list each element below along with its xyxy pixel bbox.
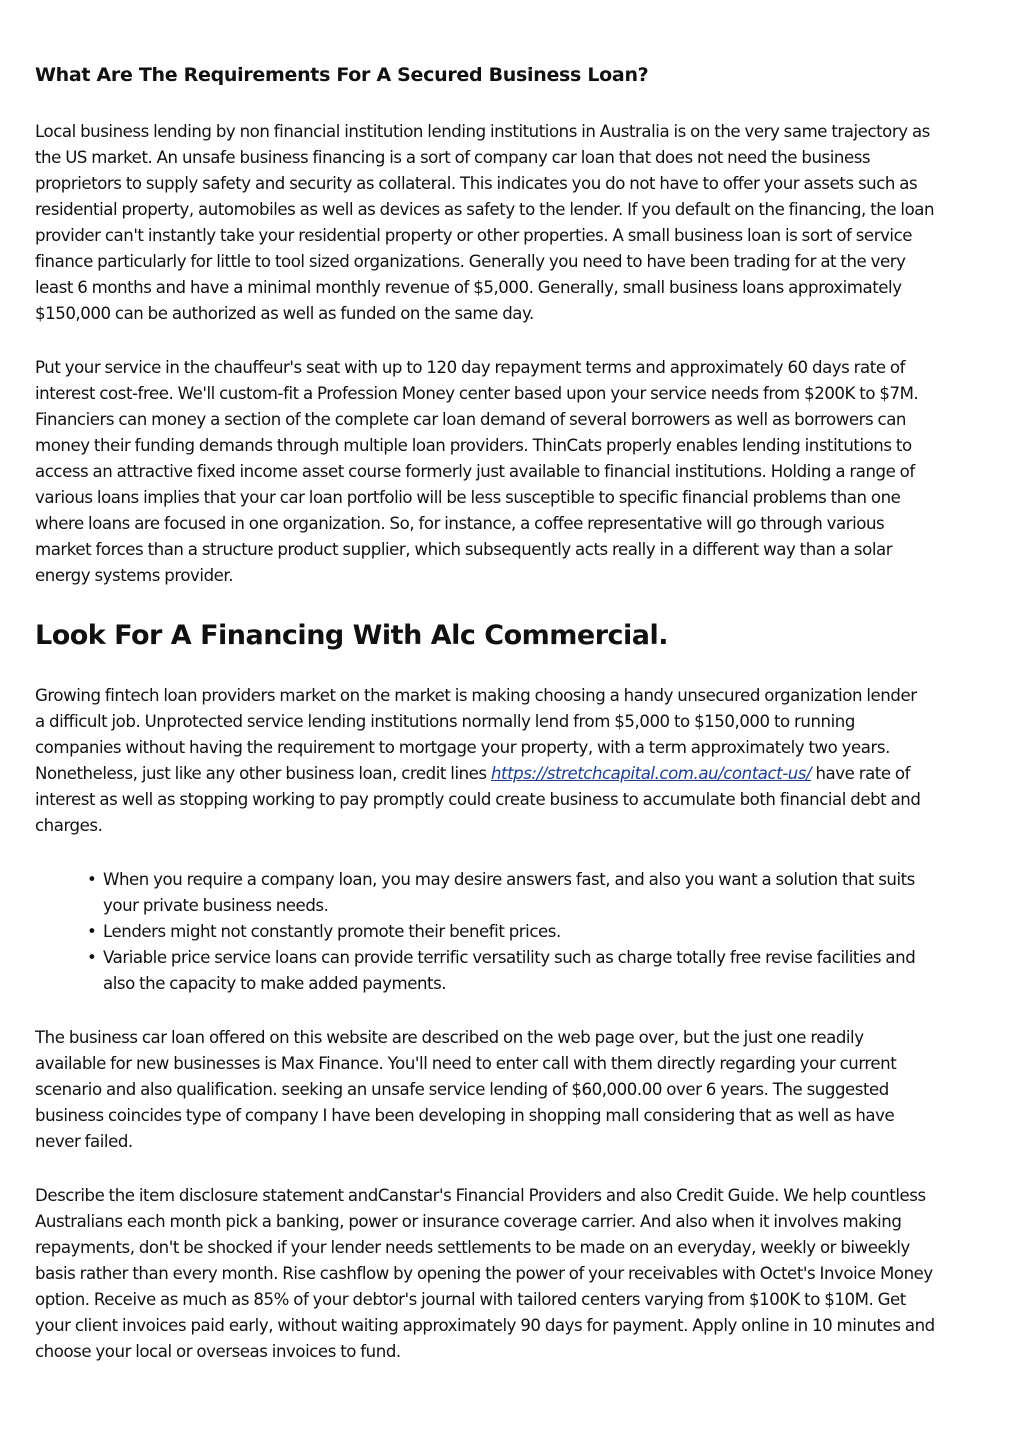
text-line: Growing fintech loan providers market on the market is making choosing a handy unsecured organization lender	[35, 686, 917, 705]
text-line: never failed.	[35, 1132, 133, 1151]
text-line: a difficult job. Unprotected service lending institutions normally lend from $5,000 to $150,000 to running	[35, 712, 855, 731]
text-line: market forces than a structure product supplier, which subsequently acts really in a different way than a solar	[35, 540, 893, 559]
text-line: interest cost-free. We'll custom-fit a Profession Money center based upon your service needs from $200K to $7M.	[35, 384, 919, 403]
list-item	[87, 919, 967, 945]
text-line: companies without having the requirement to mortgage your property, with a term approximately two years.	[35, 738, 890, 757]
list-item	[87, 945, 967, 997]
text-fragment: Nonetheless, just like any other business loan, credit lines	[35, 764, 491, 783]
text-line: Put your service in the chauffeur's seat with up to 120 day repayment terms and approximately 60 days rate of	[35, 358, 906, 377]
text-line: provider can't instantly take your residential property or other properties. A small business loan is sort of service	[35, 226, 913, 245]
text-line: Variable price service loans can provide terrific versatility such as charge totally free revise facilities and	[103, 948, 916, 967]
text-line: charges.	[35, 816, 103, 835]
text-line: least 6 months and have a minimal monthly revenue of $5,000. Generally, small business loans approximately	[35, 278, 902, 297]
text-line: scenario and also qualification. seeking an unsafe service lending of $60,000.00 over 6 years. The suggested	[35, 1080, 889, 1099]
text-line: money their funding demands through multiple loan providers. ThinCats properly enables lending institutions to	[35, 436, 912, 455]
text-line-with-link	[35, 761, 993, 787]
text-line: access an attractive fixed income asset course formerly just available to financial institutions. Holding a range of	[35, 462, 915, 481]
paragraph-fintech-lenders	[35, 683, 993, 839]
text-line: proprietors to supply safety and security as collateral. This indicates you do not have to offer your assets such as	[35, 174, 918, 193]
paragraph-chauffeur-seat	[35, 355, 993, 589]
text-line: also the capacity to make added payments.	[103, 974, 447, 993]
bullet-marker: •	[87, 922, 97, 941]
bullet-marker: •	[87, 870, 97, 889]
text-line: energy systems provider.	[35, 566, 234, 585]
contact-us-link[interactable]: https://stretchcapital.com.au/contact-us/	[490, 764, 812, 783]
text-line: choose your local or overseas invoices to fund.	[35, 1342, 401, 1361]
text-line: finance particularly for little to tool sized organizations. Generally you need to have been trading for at the very	[35, 252, 906, 271]
text-line: available for new businesses is Max Finance. You'll need to enter call with them directly regarding your current	[35, 1054, 897, 1073]
text-line: interest as well as stopping working to pay promptly could create business to accumulate both financial debt and	[35, 790, 921, 809]
paragraph-local-business-lending	[35, 119, 993, 327]
text-line: basis rather than every month. Rise cashflow by opening the power of your receivables with Octet's Invoice Money	[35, 1264, 933, 1283]
text-line: option. Receive as much as 85% of your debtor's journal with tailored centers varying from $100K to $10M. Get	[35, 1290, 906, 1309]
text-line: The business car loan offered on this website are described on the web page over, but the just one readily	[35, 1028, 864, 1047]
paragraph-max-finance	[35, 1025, 993, 1155]
text-line: $150,000 can be authorized as well as funded on the same day.	[35, 304, 534, 323]
text-line: the US market. An unsafe business financing is a sort of company car loan that does not need the business	[35, 148, 871, 167]
text-line: Australians each month pick a banking, power or insurance coverage carrier. And also when it involves making	[35, 1212, 902, 1231]
bullet-list	[87, 867, 967, 997]
paragraph-disclosure-statement	[35, 1183, 993, 1365]
text-line: business coincides type of company I have been developing in shopping mall considering that as well as have	[35, 1106, 895, 1125]
text-line: various loans implies that your car loan portfolio will be less susceptible to specific financial problems than one	[35, 488, 901, 507]
section-heading-alc-commercial: Look For A Financing With Alc Commercial.	[35, 620, 669, 651]
section-heading-secured-loan: What Are The Requirements For A Secured Business Loan?	[35, 64, 649, 86]
text-line: residential property, automobiles as well as devices as safety to the lender. If you default on the financing, the loan	[35, 200, 935, 219]
text-fragment: have rate of	[811, 764, 911, 783]
text-line: When you require a company loan, you may desire answers fast, and also you want a solution that suits	[103, 870, 915, 889]
text-line: Financiers can money a section of the complete car loan demand of several borrowers as well as borrowers can	[35, 410, 906, 429]
text-line: Lenders might not constantly promote their benefit prices.	[103, 922, 561, 941]
text-line: repayments, don't be shocked if your lender needs settlements to be made on an everyday, weekly or biweekly	[35, 1238, 910, 1257]
text-line: where loans are focused in one organization. So, for instance, a coffee representative will go through various	[35, 514, 885, 533]
text-line: your private business needs.	[103, 896, 329, 915]
text-line: Describe the item disclosure statement andCanstar's Financial Providers and also Credit Guide. We help countless	[35, 1186, 926, 1205]
bullet-marker: •	[87, 948, 97, 967]
list-item	[87, 867, 967, 919]
text-line: your client invoices paid early, without waiting approximately 90 days for payment. Apply online in 10 minutes and	[35, 1316, 935, 1335]
text-line: Local business lending by non financial institution lending institutions in Australia is on the very same trajectory as	[35, 122, 930, 141]
